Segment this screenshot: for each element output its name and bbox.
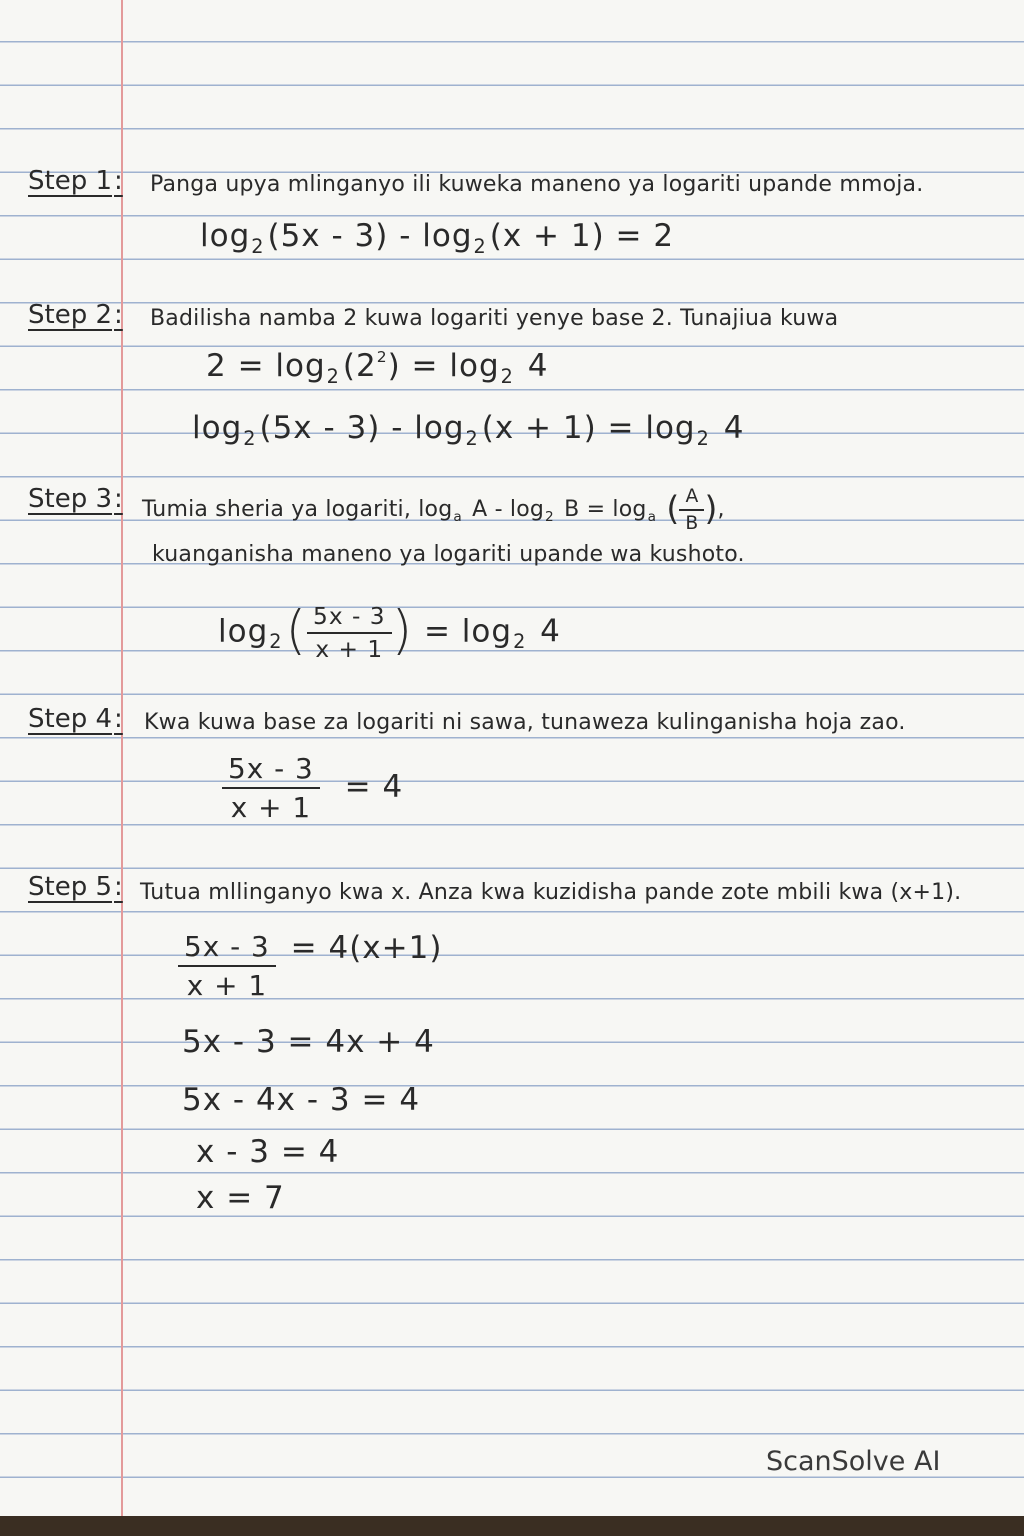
red-margin-line: [121, 0, 123, 1536]
step-2-equation-2: $\log_2(5x - 3) - \log_2(x + 1) = \log_2 4$: [192, 410, 745, 450]
step-5-instruction: Tutua mllinganyo kwa x. Anza kwa kuzidisha pande zote mbili kwa (x+1).: [140, 880, 962, 905]
step-4-instruction: Kwa kuwa base za logariti ni sawa, tunaweza kulinganisha hoja zao.: [144, 710, 906, 735]
step-1-instruction: Panga upya mlinganyo ili kuweka maneno ya logariti upande mmoja.: [150, 172, 924, 197]
step-5-line-2: 5x - 4x - 3 = 4: [182, 1082, 421, 1118]
desk-surface: [0, 1516, 1024, 1536]
step-1-label: Step 1 :: [28, 166, 123, 196]
scansolve-watermark: ScanSolve AI: [766, 1446, 941, 1477]
step-2-label: Step 2 :: [28, 300, 123, 330]
step-4-label: Step 4 :: [28, 704, 123, 734]
step-5-line-4: x = 7: [196, 1180, 285, 1216]
step-3-label: Step 3 :: [28, 484, 123, 514]
step-1-equation: $\log_2(5x - 3) - \log_2(x + 1) = 2$: [200, 218, 675, 258]
step-5-label: Step 5 :: [28, 872, 123, 902]
step-2-equation-1: $2 = \log_2(2^2) = \log_2 4$: [206, 348, 549, 388]
step-3-instruction-line-2: kuanganisha maneno ya logariti upande wa kushoto.: [152, 542, 745, 567]
step-3-equation: $\log_2$( $\frac{5x - 3}{x + 1}$ ) = $\log_2 4$: [218, 600, 561, 664]
step-5-line-1: 5x - 3 = 4x + 4: [182, 1024, 435, 1060]
step-3-instruction: Tumia sheria ya logariti, $\log_a A - \log_2 B = \log_a$ ( $\frac{A}{B}$ ),: [142, 486, 725, 534]
step-2-instruction: Badilisha namba 2 kuwa logariti yenye base 2. Tunajiua kuwa: [150, 306, 839, 331]
step-4-equation: $\frac{5x - 3}{x + 1}$ = 4: [222, 752, 403, 824]
step-5-line-3: x - 3 = 4: [196, 1134, 340, 1170]
step-5-equation-1: $\frac{5x - 3}{x + 1}$ = 4(x+1): [178, 930, 442, 1002]
